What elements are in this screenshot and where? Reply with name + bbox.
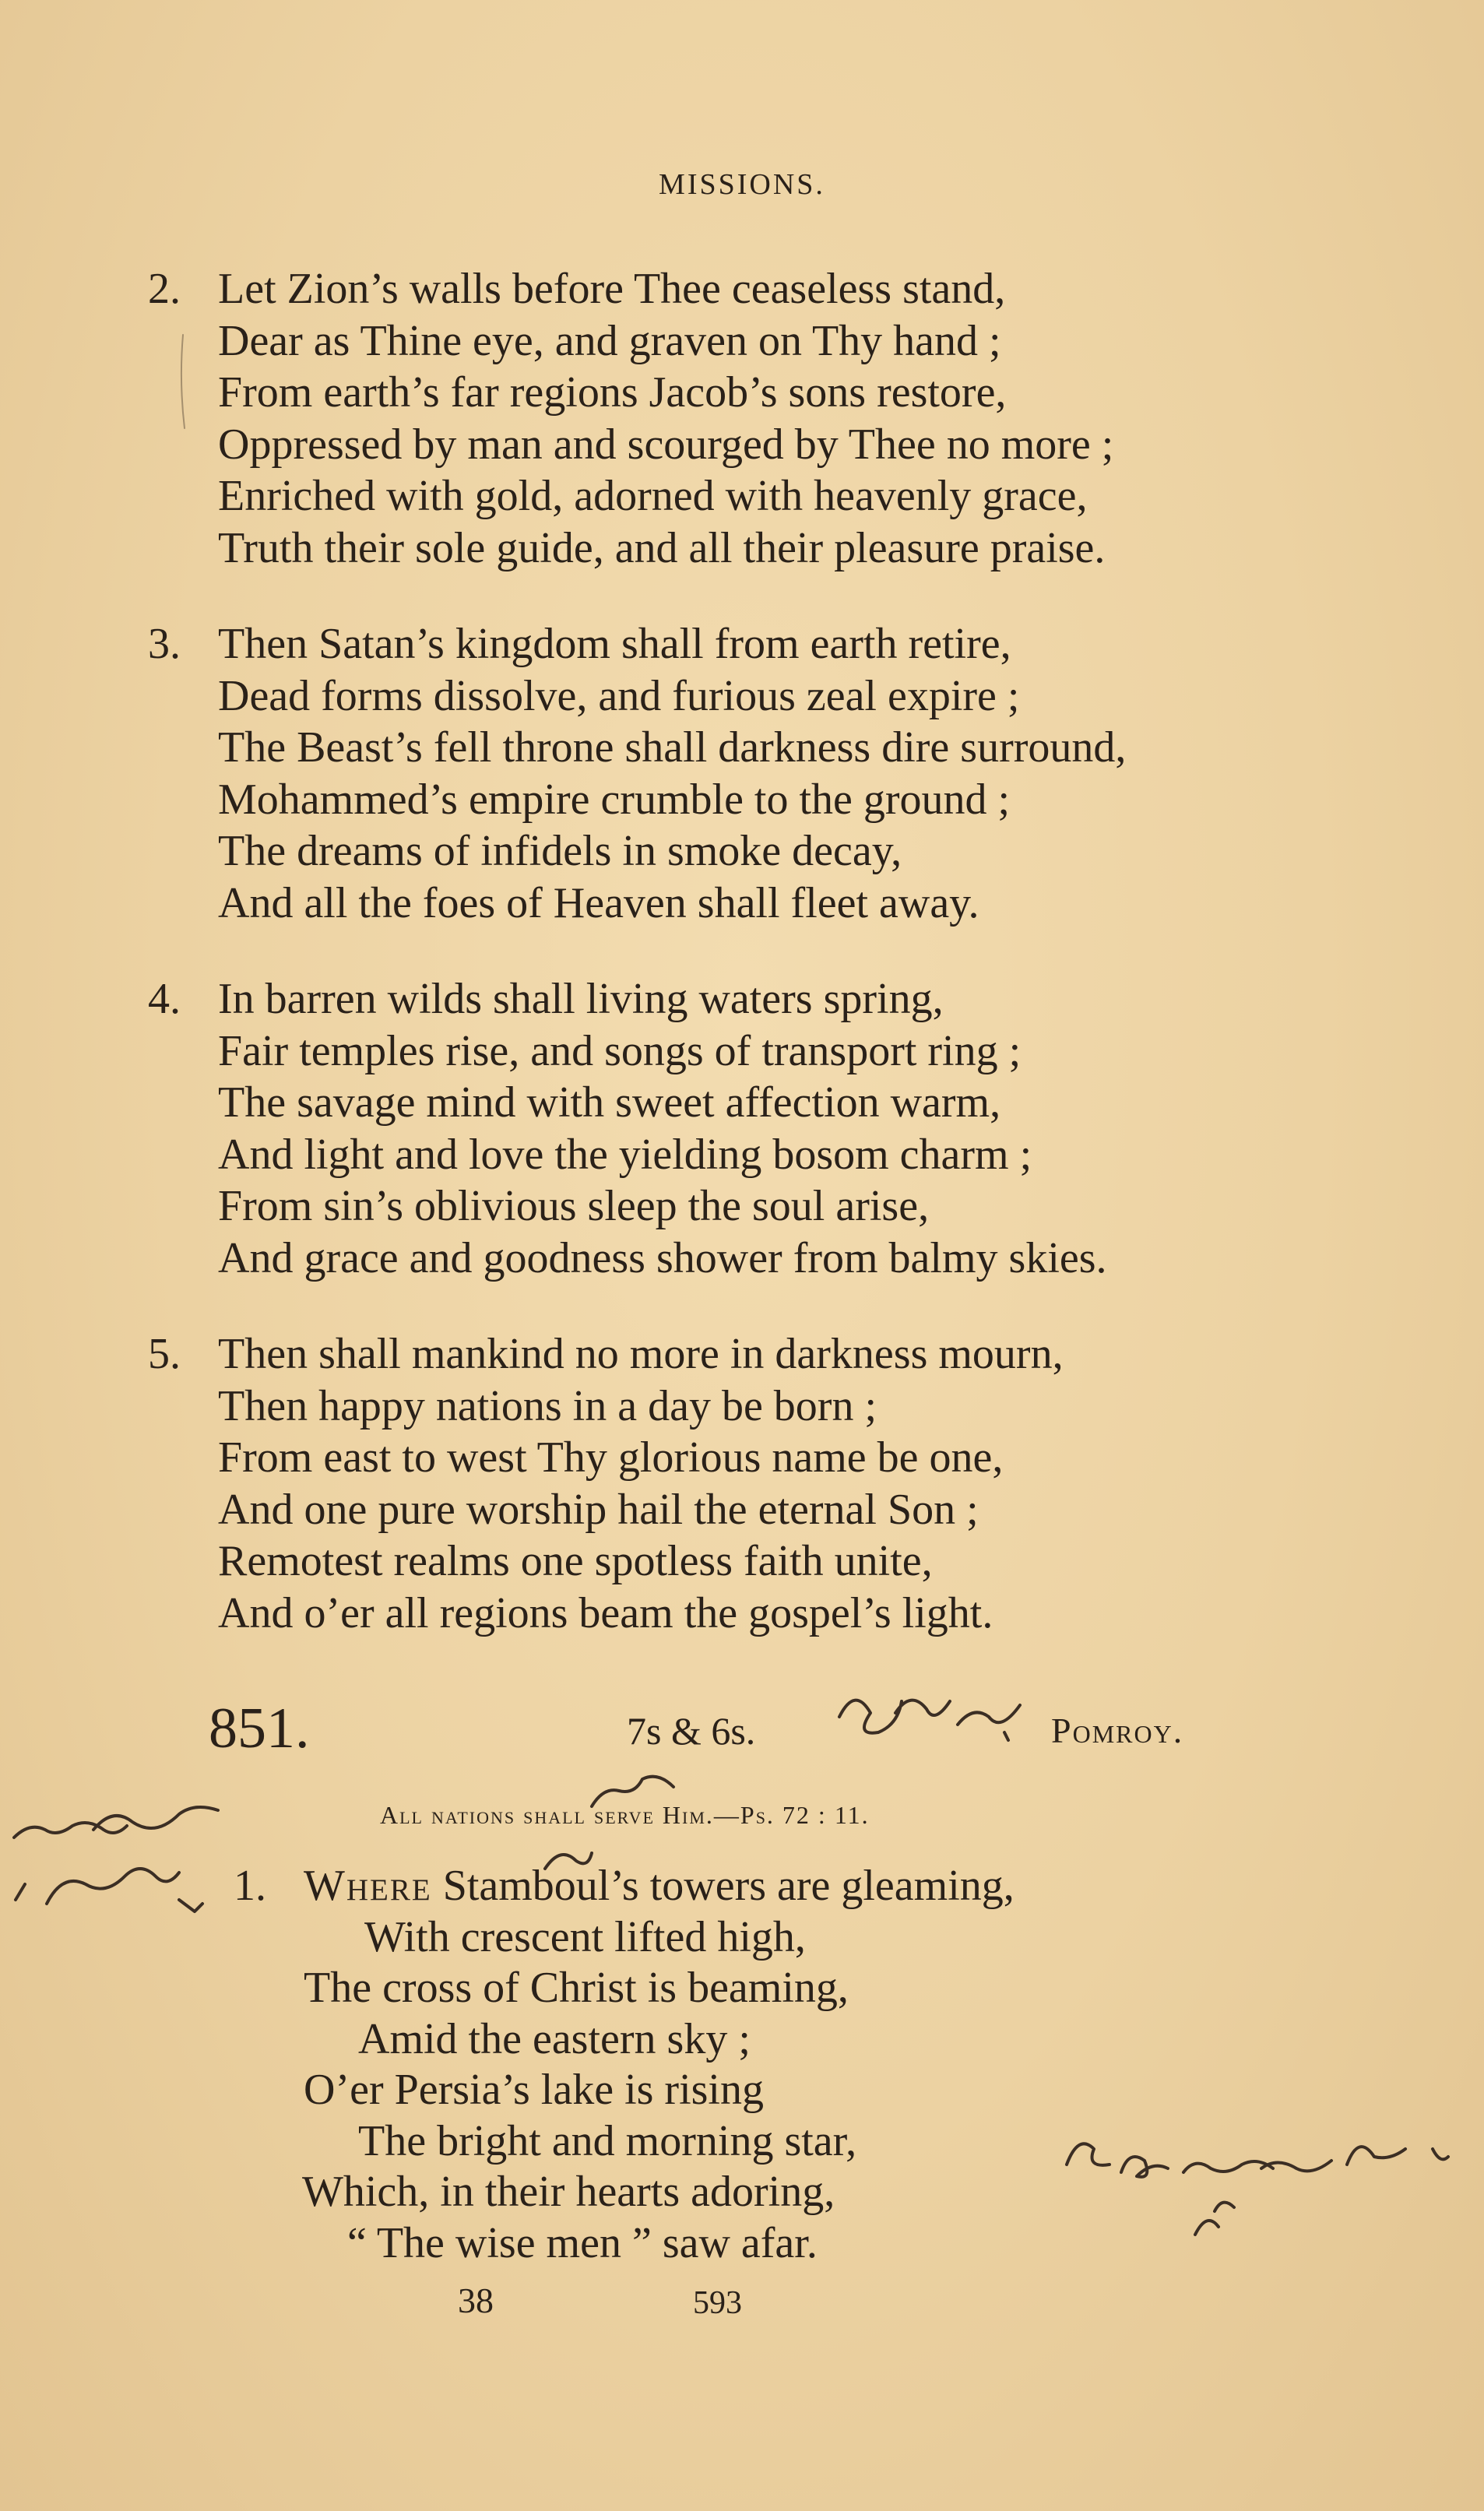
margin-scribble-2 — [16, 1869, 202, 1911]
stanza-line — [148, 1129, 1363, 1181]
stanza-line — [148, 367, 1363, 419]
running-head: MISSIONS. — [659, 168, 825, 201]
stanza-line — [148, 1535, 1363, 1588]
stanza-4 — [148, 973, 1363, 1284]
stanza-line — [148, 1588, 1363, 1640]
hymn-line — [234, 2116, 1015, 2168]
line-text: The savage mind with sweet affection warm, — [218, 1078, 1001, 1127]
line-text: From east to west Thy glorious name be one, — [218, 1433, 1004, 1482]
stanza-2 — [148, 263, 1363, 574]
hymn-line — [234, 2218, 1015, 2270]
hymn-tune: Pomroy. — [1051, 1711, 1184, 1750]
line-text: And o’er all regions beam the gospel’s light. — [218, 1588, 993, 1637]
line-text: Enriched with gold, adorned with heavenly grace, — [218, 472, 1088, 520]
stanza-line — [148, 618, 1363, 670]
hymn-line — [234, 1963, 1015, 2014]
stanza-line — [148, 722, 1363, 774]
verse-number: 1. — [234, 1862, 266, 1910]
line-text: And light and love the yielding bosom charm ; — [218, 1130, 1032, 1179]
stanza-number: 5. — [148, 1330, 181, 1378]
line-text: “ The wise men ” saw afar. — [347, 2218, 818, 2267]
hymn-line — [234, 2014, 1015, 2066]
line-text: Dead forms dissolve, and furious zeal expire ; — [218, 671, 1020, 720]
stanza-line — [148, 470, 1363, 522]
stanza-line — [148, 1025, 1363, 1078]
line-text: Stamboul’s towers are gleaming, — [431, 1862, 1015, 1910]
right-scribble — [1067, 2143, 1448, 2177]
line-text: Then Satan’s kingdom shall from earth retire, — [218, 620, 1011, 668]
stanza-number: 2. — [148, 265, 181, 313]
line-text: The dreams of infidels in smoke decay, — [218, 827, 902, 875]
stanza-5 — [148, 1328, 1363, 1639]
stanza-line — [148, 1077, 1363, 1129]
stanza-line — [148, 825, 1363, 877]
hymn-verse — [234, 1861, 1015, 2269]
line-text: Oppressed by man and scourged by Thee no more ; — [218, 420, 1114, 469]
line-text: Fair temples rise, and songs of transport ring ; — [218, 1026, 1022, 1075]
line-text: With crescent lifted high, — [364, 1912, 806, 1961]
stanza-line — [148, 315, 1363, 368]
line-text: And all the foes of Heaven shall fleet away. — [218, 878, 979, 927]
line-text: From sin’s oblivious sleep the soul arise, — [218, 1182, 930, 1230]
line-text: Which, in their hearts adoring, — [302, 2168, 835, 2216]
stanza-line — [148, 973, 1363, 1025]
first-word: Where — [304, 1862, 432, 1910]
stanza-3 — [148, 618, 1363, 929]
stanza-line — [148, 774, 1363, 826]
hymn-number: 851. — [209, 1697, 310, 1760]
hymn-header — [0, 1697, 1484, 1760]
stanza-number: 3. — [148, 620, 181, 668]
hymn-line — [234, 1861, 1015, 1912]
line-text: Mohammed’s empire crumble to the ground ; — [218, 775, 1011, 824]
line-text: Let Zion’s walls before Thee ceaseless stand, — [218, 265, 1006, 313]
line-text: The bright and morning star, — [358, 2116, 857, 2165]
stanza-line — [148, 1233, 1363, 1285]
line-text: The cross of Christ is beaming, — [304, 1964, 849, 2012]
stanza-line — [148, 522, 1363, 575]
stanza-line — [148, 263, 1363, 315]
stanza-line — [148, 1432, 1363, 1484]
line-text: The Beast’s fell throne shall darkness dire surround, — [218, 723, 1127, 772]
line-text: Truth their sole guide, and all their pleasure praise. — [218, 523, 1106, 572]
stanza-line — [148, 1484, 1363, 1536]
hymn-line — [234, 2065, 1015, 2116]
line-text: Dear as Thine eye, and graven on Thy hand ; — [218, 316, 1001, 365]
line-text: And grace and goodness shower from balmy skies. — [218, 1233, 1107, 1282]
hymn-subtitle: All nations shall serve Him.—Ps. 72 : 11. — [380, 1801, 870, 1829]
stanza-line — [148, 1180, 1363, 1233]
hymn-line — [234, 2167, 1015, 2218]
margin-scribble-1 — [14, 1807, 218, 1838]
line-text: Amid the eastern sky ; — [358, 2014, 751, 2063]
line-text: Then happy nations in a day be born ; — [218, 1381, 877, 1430]
line-text: And one pure worship hail the eternal Son ; — [218, 1485, 979, 1534]
signature-mark: 38 — [458, 2281, 494, 2320]
page-number: 593 — [693, 2285, 742, 2321]
line-text: In barren wilds shall living waters spring, — [218, 975, 944, 1023]
page-footer — [0, 2280, 1484, 2326]
line-text: Remotest realms one spotless faith unite, — [218, 1537, 933, 1585]
stanza-line — [148, 670, 1363, 723]
stanza-line — [148, 419, 1363, 471]
right-scribble-2 — [1195, 2203, 1234, 2235]
line-text: From earth’s far regions Jacob’s sons restore, — [218, 368, 1007, 417]
line-text: Then shall mankind no more in darkness mourn, — [218, 1330, 1064, 1378]
stanza-line — [148, 877, 1363, 930]
line-text: O’er Persia’s lake is rising — [304, 2066, 764, 2114]
stanza-line — [148, 1380, 1363, 1433]
stanza-line — [148, 1328, 1363, 1380]
hymn-line — [234, 1912, 1015, 1964]
stanza-number: 4. — [148, 975, 181, 1023]
hymn-meter: 7s & 6s. — [627, 1709, 756, 1753]
